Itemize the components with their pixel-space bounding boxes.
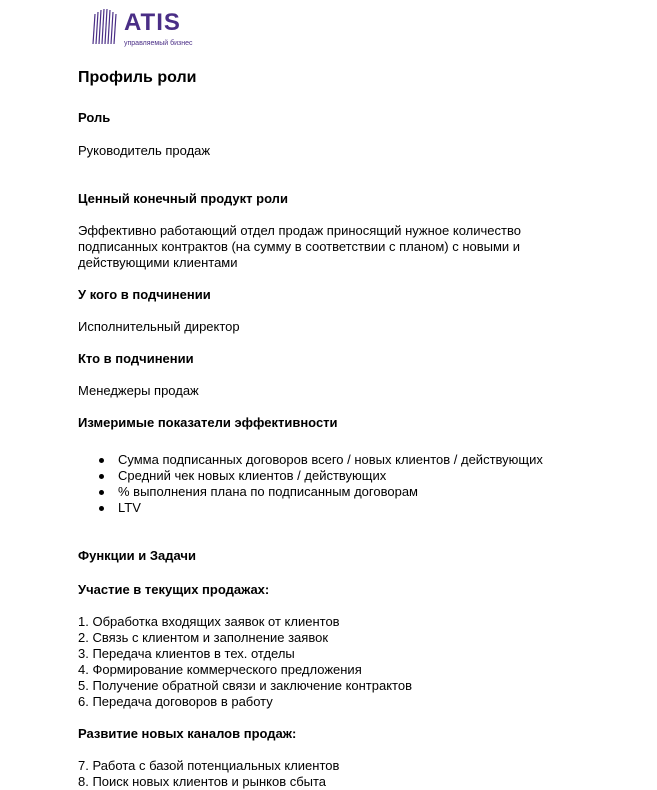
logo-tagline: управляемый бизнес <box>124 40 193 47</box>
product-heading: Ценный конечный продукт роли <box>78 191 288 206</box>
bullet-icon <box>99 490 104 495</box>
logo-stripes-icon <box>91 8 121 46</box>
atis-logo <box>91 8 201 50</box>
new-channels-heading: Развитие новых каналов продаж: <box>78 726 297 741</box>
bullet-icon <box>99 474 104 479</box>
reports-to-value: Исполнительный директор <box>78 319 240 334</box>
current-sales-list <box>78 614 412 710</box>
list-item: 8. Поиск новых клиентов и рынков сбыта <box>78 774 327 789</box>
list-item: 5. Получение обратной связи и заключение контрактов <box>78 678 413 693</box>
role-heading: Роль <box>78 110 111 125</box>
list-item: 1. Обработка входящих заявок от клиентов <box>78 614 340 629</box>
list-item: 4. Формирование коммерческого предложения <box>78 662 362 677</box>
logo-brand: ATIS <box>124 9 181 36</box>
product-value: Эффективно работающий отдел продаж приносящий нужное количество подписанных контрактов (на сумму в соответствии с планом) с новыми и действующими клиентами <box>78 223 521 270</box>
list-item: 7. Работа с базой потенциальных клиентов <box>78 758 340 773</box>
list-item: 2. Связь с клиентом и заполнение заявок <box>78 630 329 645</box>
functions-heading: Функции и Задачи <box>78 548 196 563</box>
subordinates-heading: Кто в подчинении <box>78 351 194 366</box>
list-item: % выполнения плана по подписанным договорам <box>78 484 543 500</box>
list-item: 6. Передача договоров в работу <box>78 694 273 709</box>
list-item: LTV <box>78 500 543 516</box>
list-item: Сумма подписанных договоров всего / новых клиентов / действующих <box>78 452 543 468</box>
list-item: Средний чек новых клиентов / действующих <box>78 468 543 484</box>
kpi-list <box>78 452 543 516</box>
current-sales-heading: Участие в текущих продажах: <box>78 582 270 597</box>
reports-to-heading: У кого в подчинении <box>78 287 211 302</box>
new-channels-list <box>78 758 339 790</box>
bullet-icon <box>99 458 104 463</box>
subordinates-value: Менеджеры продаж <box>78 383 199 398</box>
list-item: 3. Передача клиентов в тех. отделы <box>78 646 295 661</box>
kpi-heading: Измеримые показатели эффективности <box>78 415 338 430</box>
role-value: Руководитель продаж <box>78 143 211 158</box>
bullet-icon <box>99 506 104 511</box>
page-title: Профиль роли <box>78 69 197 86</box>
